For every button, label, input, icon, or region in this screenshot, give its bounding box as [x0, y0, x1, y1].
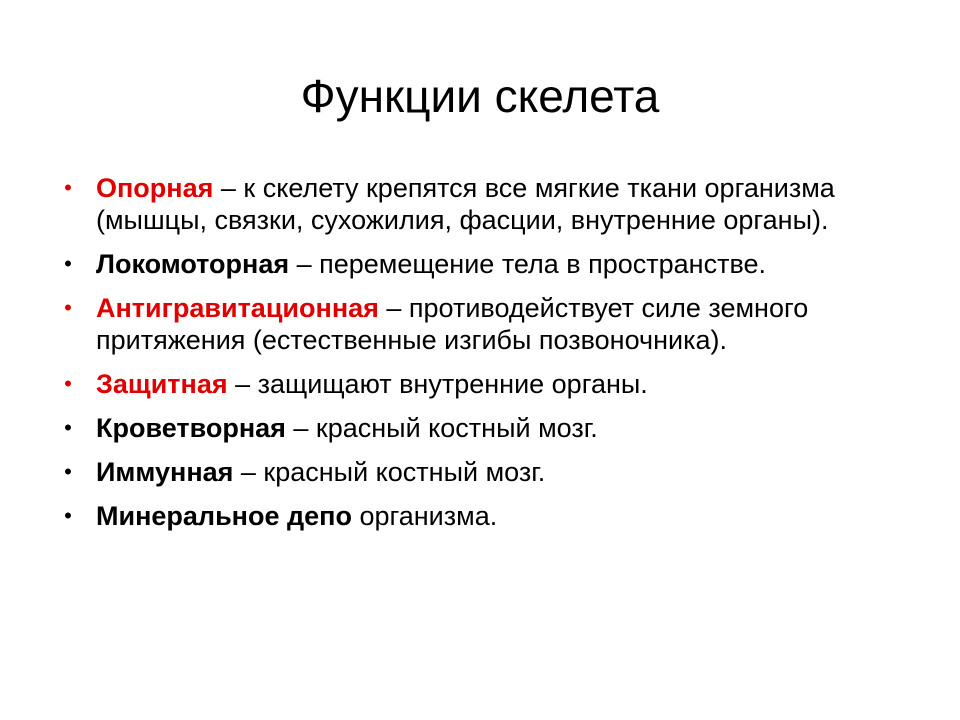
bullet-text: – защищают внутренние органы. — [227, 369, 648, 399]
bullet-item-immunnaya — [58, 456, 918, 488]
bullet-dot-icon: • — [64, 459, 72, 484]
bullet-dot-icon: • — [64, 295, 72, 320]
bullet-item-lokomotornaya — [58, 248, 918, 280]
bullet-term: Антигравитационная — [96, 293, 379, 323]
bullet-term: Опорная — [96, 173, 214, 203]
slide-title: Функции скелета — [300, 70, 660, 122]
bullet-text: организма. — [351, 501, 498, 531]
bullet-item-mineralnoe-depo — [58, 500, 918, 532]
bullet-item-krovetvornaya — [58, 412, 918, 444]
bullet-dot-icon: • — [64, 503, 72, 528]
bullet-list — [58, 172, 918, 544]
bullet-term: Защитная — [96, 369, 228, 399]
bullet-item-opornaya — [58, 172, 918, 236]
bullet-text: – к скелету крепятся все мягкие ткани организма (мышцы, связки, сухожилия, фасции, внутренние органы). — [96, 173, 835, 235]
bullet-term: Минеральное депо — [96, 501, 352, 531]
bullet-term: Локомоторная — [96, 249, 290, 279]
bullet-dot-icon: • — [64, 415, 72, 440]
bullet-dot-icon: • — [64, 251, 72, 276]
bullet-text: – красный костный мозг. — [233, 457, 546, 487]
bullet-dot-icon: • — [64, 175, 72, 200]
bullet-text: – перемещение тела в пространстве. — [289, 249, 766, 279]
bullet-term: Иммунная — [96, 457, 234, 487]
bullet-text: – противодействует силе земного притяжения (естественные изгибы позвоночника). — [96, 293, 809, 355]
bullet-text: – красный костный мозг. — [285, 413, 598, 443]
bullet-dot-icon: • — [64, 371, 72, 396]
bullet-term: Кроветворная — [96, 413, 286, 443]
bullet-item-antigravitatsionnaya — [58, 292, 918, 356]
bullet-item-zashchitnaya — [58, 368, 918, 400]
